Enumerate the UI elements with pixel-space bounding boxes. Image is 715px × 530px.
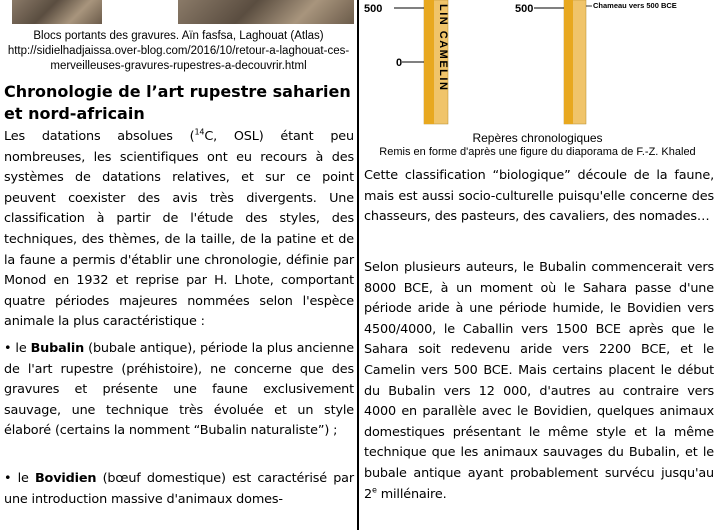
label-0-left: 0	[396, 57, 403, 69]
bullet-bovidien: • le Bovidien (bœuf domestique) est caractérisé par une introduction massive d'animaux domes-	[4, 471, 354, 507]
rock-engraving-photo-right	[178, 0, 354, 24]
right-column	[360, 0, 715, 530]
left-column	[0, 0, 357, 530]
term-bubalin: Bubalin	[30, 341, 85, 356]
section-title: Chronologie de l’art rupestre saharien et nord-africain	[4, 82, 351, 123]
chronology-figure	[360, 0, 715, 125]
label-500-left: 500	[364, 3, 383, 15]
source-url-line1: http://sidielhadjaissa.over-blog.com/2016/10/retour-a-laghouat-ces-	[7, 45, 350, 57]
dating-paragraph: Selon plusieurs auteurs, le Bubalin commencerait vers 8000 BCE, à un moment où le Sahara passe d'une période aride à une période humide, le Bovidien vers 4500/4000, le Caballin vers 1500 BCE après que le Sahara soit redevenu aride vers 2200 BCE, et le Camelin vers 500 BCE. Mais certains placent le début du Bubalin vers 12 000, d'autres au contraire vers 4000 en parallèle avec le Bovidien, quelques animaux domestiques présentant le même style et la même technique que les animaux sauvages du Bubalin, et le bubale antique ayant probablement survécu jusqu'au 2e millénaire.	[364, 260, 714, 502]
timeline-bar-right-shade	[564, 0, 573, 124]
figure-caption: Repères chronologiques	[472, 131, 603, 145]
photo-caption: Blocs portants des gravures. Aïn fasfsa, Laghouat (Atlas)	[33, 30, 324, 42]
classification-paragraph: Cette classification “biologique” découle de la faune, mais est aussi socio-culturelle puisqu'elle concerne des chasseurs, des pasteurs, des cavaliers, des nomades…	[364, 168, 714, 225]
annotation-chameau: Chameau vers 500 BCE	[593, 1, 677, 10]
bar-label-camelin: LIN CAMELIN	[437, 4, 449, 92]
term-bovidien: Bovidien	[34, 471, 97, 486]
label-500-right: 500	[515, 3, 534, 15]
intro-paragraph: Les datations absolues ($^{14}$C, OSL) étant peu nombreuses, les scientifiques ont eu recours à des systèmes de datations relatives, et sur ce point peuvent coexister des avis très divergents. Une classification à partir de l'étude des styles, des techniques, des thèmes, de la taille, de la patine et de la faune a permis d'établir une chronologie, définie par Monod en 1932 et reprise par H. Lhote, comportant quatre périodes majeures nommées selon l'espèce animale la plus caractéristique :	[4, 127, 354, 330]
source-url-line2: merveilleuses-gravures-rupestres-a-decouvrir.html	[50, 60, 307, 72]
timeline-bar-left-shade	[424, 0, 434, 124]
bullet-bubalin: • le Bubalin (bubale antique), période la plus ancienne de l'art rupestre (préhistoire), ne concerne que des gravures et présente une faune exclusivement sauvage, une technique très évoluée et un style élaboré (certains la nomment “Bubalin naturaliste”) ;	[4, 341, 354, 439]
figure-credit: Remis en forme d'après une figure du diaporama de F.-Z. Khaled	[379, 146, 696, 158]
rock-engraving-photo-left	[12, 0, 102, 24]
column-divider	[357, 0, 359, 530]
